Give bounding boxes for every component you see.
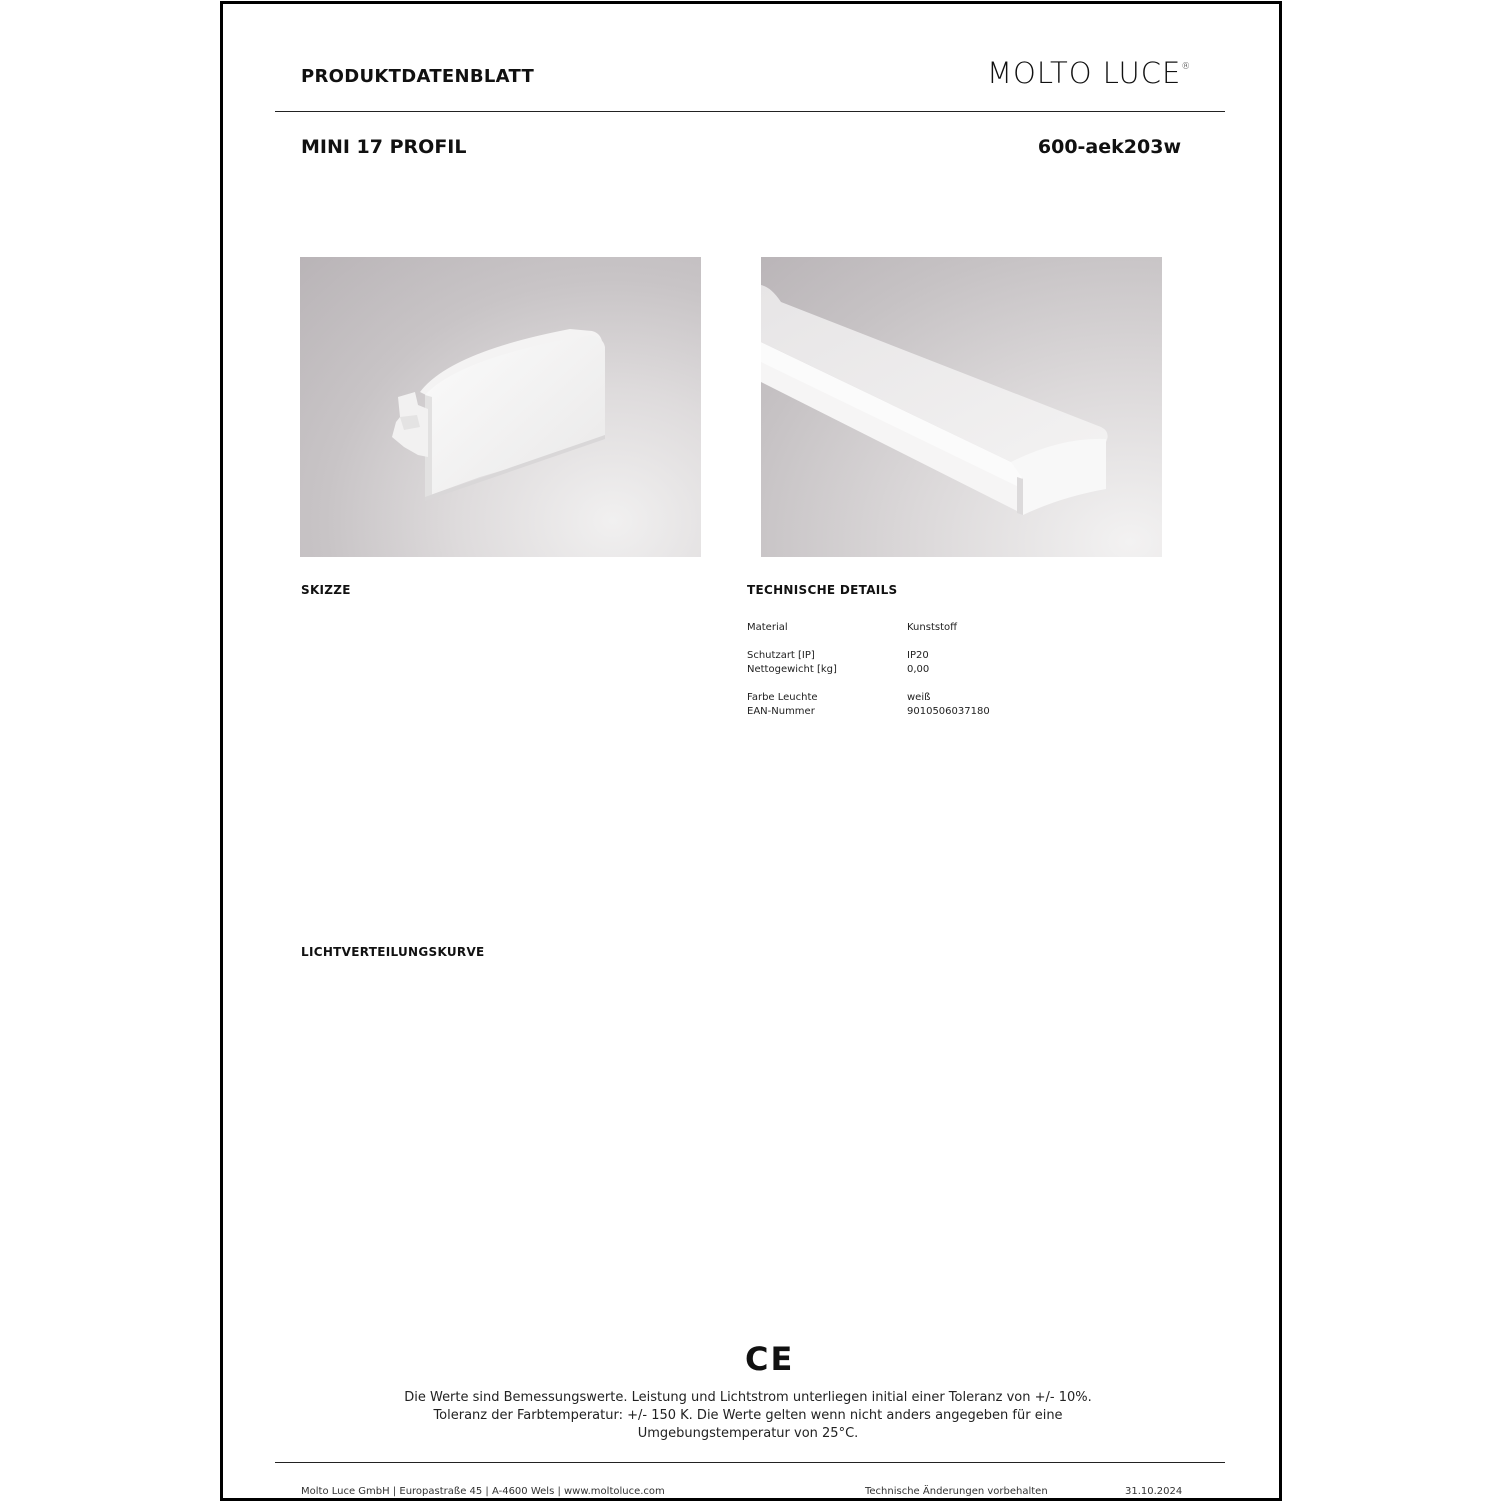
section-title-sketch: SKIZZE: [301, 583, 351, 597]
ce-mark: CE: [745, 1340, 795, 1378]
endcap-photo-icon: [300, 257, 701, 557]
spec-value-color: weiß: [907, 692, 931, 703]
disclaimer: [353, 1389, 1143, 1443]
brand-name: MOLTO LUCE: [987, 56, 1182, 90]
footer-note: Technische Änderungen vorbehalten: [865, 1486, 1048, 1497]
section-title-light-curve: LICHTVERTEILUNGSKURVE: [301, 945, 485, 959]
footer-company: Molto Luce GmbH | Europastraße 45 | A-4600 Wels | www.moltoluce.com: [301, 1486, 665, 1497]
registered-mark: ®: [1181, 62, 1192, 72]
document-type: PRODUKTDATENBLATT: [301, 66, 535, 87]
spec-label-ip: Schutzart [IP]: [747, 650, 815, 661]
product-photo-endcap: [300, 257, 701, 557]
disclaimer-line-3: Umgebungstemperatur von 25°C.: [637, 1426, 859, 1441]
article-number: 600-aek203w: [1037, 136, 1181, 158]
product-name: MINI 17 PROFIL: [301, 136, 467, 158]
spec-value-material: Kunststoff: [907, 622, 958, 633]
disclaimer-line-1: Die Werte sind Bemessungswerte. Leistung und Lichtstrom unterliegen initial einer Toleranz von +/- 10%.: [404, 1390, 1092, 1405]
spec-label-material: Material: [747, 622, 788, 633]
spec-label-ean: EAN-Nummer: [747, 706, 815, 717]
spec-label-color: Farbe Leuchte: [747, 692, 818, 703]
footer-divider: [275, 1462, 1225, 1463]
spec-value-ean: 9010506037180: [907, 706, 990, 717]
section-title-technical: TECHNISCHE DETAILS: [747, 583, 898, 597]
product-photo-profile: [761, 257, 1162, 557]
spec-label-weight: Nettogewicht [kg]: [747, 664, 837, 675]
spec-value-ip: IP20: [907, 650, 929, 661]
brand-logo: [987, 56, 1191, 90]
header-divider: [275, 111, 1225, 112]
datasheet-page: [220, 1, 1282, 1501]
disclaimer-line-2: Toleranz der Farbtemperatur: +/- 150 K. Die Werte gelten wenn nicht anders angegeben für eine: [433, 1408, 1063, 1423]
spec-value-weight: 0,00: [907, 664, 930, 675]
profile-photo-icon: [761, 257, 1162, 557]
footer-date: 31.10.2024: [1125, 1486, 1183, 1497]
